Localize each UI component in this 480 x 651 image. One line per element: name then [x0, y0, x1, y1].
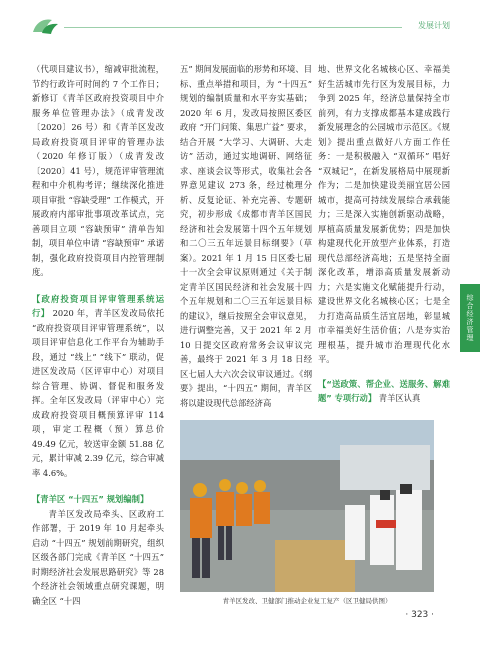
- section-heading: 【政府投资项目评审管理系统运行】: [32, 293, 164, 318]
- paragraph: [32, 292, 164, 481]
- header-rule: [64, 27, 402, 28]
- page-number: · 323 ·: [405, 610, 434, 620]
- section-body: 2020 年，青羊区发改局依托 “政府投资项目评审管理系统”，以项目评审信息化工作平台为辅助手段，通过 “线上” “线下” 联动，促进区发改局（区评审中心）对项目综合管理、协调、督促和服务发挥。全年区发改局（评审中心）完成政府投资项目概预算评审 114 项，审定工程概（预）算总价 49.49 亿元，较送审金额 51.88 亿元，累计审减 2.39 亿元，综合审减率 4.6%。: [32, 308, 164, 478]
- photo-illustration: [180, 420, 434, 592]
- paragraph: 五” 期间发展面临的形势和环境、目标、重点举措和项目，为 “十四五” 规划的编制质量和水平夯实基础；2020 年 6 月，发改局按照区委区政府 “开门问策、集思广益” 要求，结合开展 “大学习、大调研、大走访” 活动，通过实地调研、网络征求、座谈会议等形式，收集社会各界意见建议 273 条，经过梳理分析、反复论证、补充完善、专题研究，初步形成《成都市青羊区国民经济和社会发展第十四个五年规划和二〇三五年远景目标纲要》（草案）。2021 年 1 月 15 日区委七届十一次全会审议原则通过《关于制定青羊区国民经济和社会发展十四个五年规划和二〇三五年远景目标的建议》，继后按照全会审议意见，进行调整完善，又于 2021 年 2 月 10 日提交区政府常务会议审议完善，最终于 2021 年 3 月 18 日经区七届人大六次会议审议通过。《纲要》提出，“十四五” 期间，青羊区将以建设现代总部经济高: [180, 64, 312, 408]
- leaf-logo-icon: [30, 14, 60, 38]
- news-photo: [180, 420, 434, 592]
- section-heading: 【青羊区 “十四五” 规划编制】: [32, 494, 149, 504]
- chapter-side-tab: 综合经济管理: [460, 284, 480, 352]
- section-heading: 【“送政策、帮企业、送服务、解难题” 专项行动】: [318, 378, 450, 403]
- paragraph: 地、世界文化名城核心区、幸福美好生活城市先行区为发展目标，力争到 2025 年，经济总量保持全市前列，有力支撑成都基本建成践行新发展理念的公园城市示范区。《规划》提出重点做好八方面工作任务：一是积极融入 “双循环” 唱好 “双城记”，在新发展格局中展现新作为；二是加快建设美丽宜居公园城市，提高可持续发展综合承载能力；三是深入实施创新驱动战略，厚植高质量发展新优势；四是加快构建现代化开放型产业体系，打造现代总部经济高地；五是坚持全面深化改革，增添高质量发展新动力；六是实施文化赋能提升行动，建设世界文化名城核心区；七是全力打造高品质生活宜居地，彰显城市幸福美好生活价值；八是夯实治理根基，提升城市治理现代化水平。: [318, 64, 450, 364]
- text-column-2: [180, 62, 312, 410]
- text-column-1: [32, 62, 164, 608]
- paragraph: （代项目建议书），缩减审批流程，节约行政许可时间约 7 个工作日；新修订《青羊区政府投资项目中介服务单位管理办法》（成青发改〔2020〕26 号）和《青羊区发改局政府投资项目评审的管理办法（2020 年修订版）（成青发改〔2020〕41 号），规范评审管理流程和中介机构考评；继续深化推进项目审批 “容缺受理” 工作模式，开展政府内部审批事项改革试点，完善项目立项 “容缺预审” 清单告知制，项目单位申请 “容缺预审” 承诺制，强化政府投资项目内控管理制度。: [32, 64, 164, 277]
- paragraph: [318, 377, 450, 406]
- section-body: 青羊区发改局牵头、区政府工作部署，于 2019 年 10 月起牵头启动 “十四五” 规划前期研究，组织区级各部门完成《青羊区 “十四五” 时期经济社会发展思路研究》等 28 个经济社会领域重点研究课题，明确全区 “十四: [32, 508, 164, 606]
- section-body: 青羊区认真: [378, 393, 421, 403]
- section-title: 发展计划: [418, 21, 450, 30]
- photo-caption: 青羊区发改、卫健部门推动企业复工复产（区卫健局供图）: [222, 597, 392, 605]
- text-column-3: [318, 62, 450, 406]
- page-header: [30, 10, 450, 40]
